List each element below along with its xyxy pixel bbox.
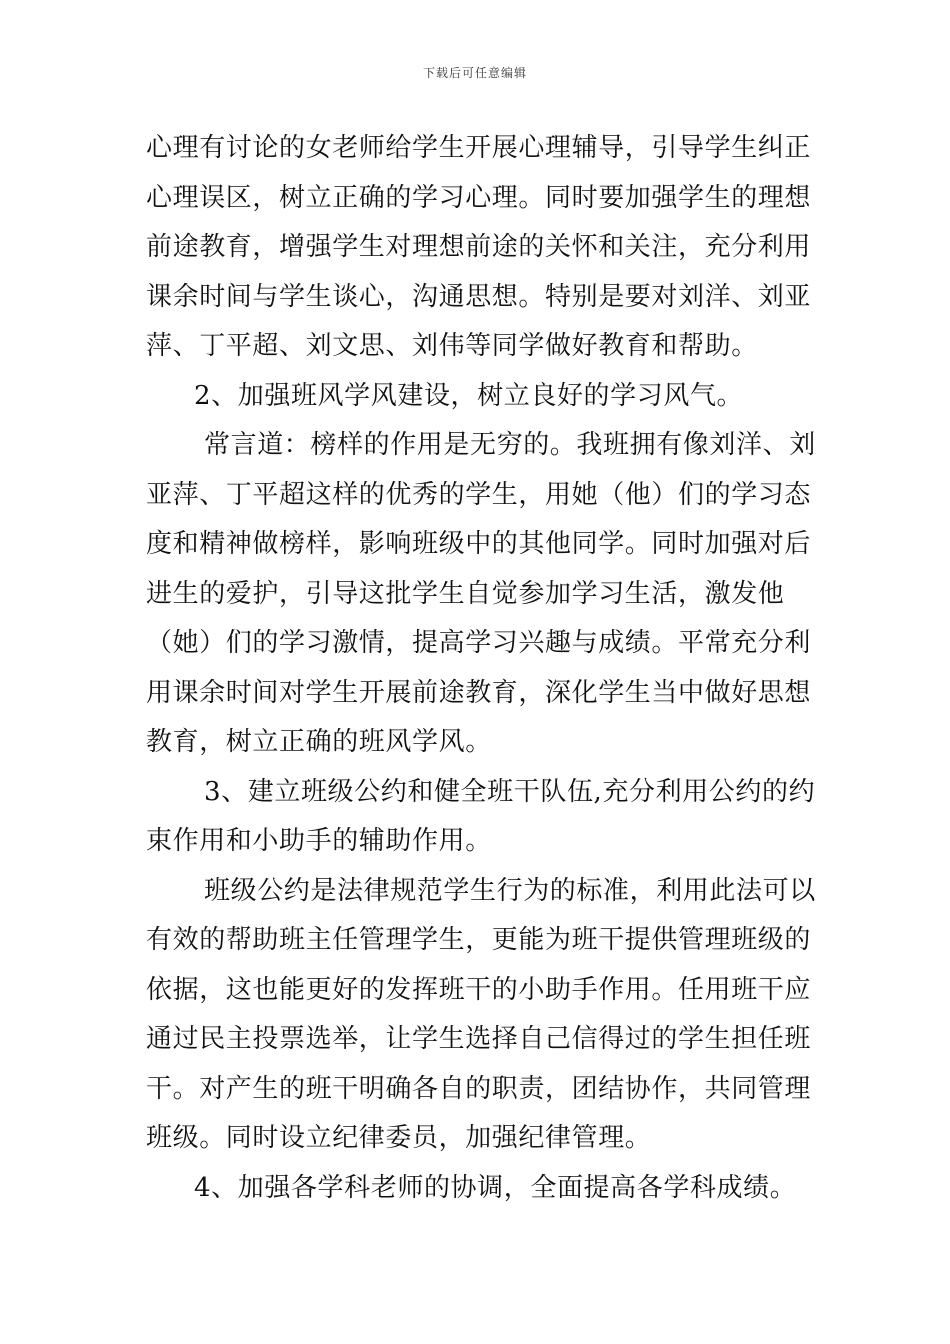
text-line: 有效的帮助班主任管理学生，更能为班干提供管理班级的 (146, 925, 812, 955)
section-heading: 3、建立班级公约和健全班干队伍,充分利用公约的约 (204, 776, 816, 807)
text-line: 课余时间与学生谈心，沟通思想。特别是要对刘洋、刘亚 (146, 281, 812, 312)
text-line: 班级公约是法律规范学生行为的标准，利用此法可以 (204, 875, 816, 906)
text-line: 依据，这也能更好的发挥班干的小助手作用。任用班干应 (146, 974, 812, 1005)
text-line: 干。对产生的班干明确各自的职责，团结协作，共同管理 (146, 1073, 812, 1104)
text-line: 亚萍、丁平超这样的优秀的学生，用她（他）们的学习态 (146, 479, 812, 510)
text-line: 心理误区，树立正确的学习心理。同时要加强学生的理想 (146, 182, 812, 213)
text-line: 束作用和小助手的辅助作用。 (146, 826, 492, 856)
text-line: 心理有讨论的女老师给学生开展心理辅导，引导学生纠正 (146, 133, 812, 163)
section-heading: 4、加强各学科老师的协调，全面提高各学科成绩。 (194, 1172, 797, 1203)
page-header: 下载后可任意编辑 (422, 66, 527, 80)
text-line: （她）们的学习激情，提高学习兴趣与成绩。平常充分利 (146, 628, 812, 658)
document-body (146, 124, 816, 1213)
text-line: 进生的爱护，引导这批学生自觉参加学习生活，激发他 (146, 578, 785, 609)
text-line: 常言道：榜样的作用是无穷的。我班拥有像刘洋、刘 (204, 430, 816, 460)
text-line: 班级。同时设立纪律委员，加强纪律管理。 (146, 1123, 652, 1153)
section-heading: 2、加强班风学风建设，树立良好的学习风气。 (194, 380, 744, 411)
text-line: 度和精神做榜样，影响班级中的其他同学。同时加强对后 (146, 529, 812, 559)
text-line: 前途教育，增强学生对理想前途的关怀和关注，充分利用 (146, 232, 812, 262)
text-line: 用课余时间对学生开展前途教育，深化学生当中做好思想 (146, 677, 812, 708)
text-line: 萍、丁平超、刘文思、刘伟等同学做好教育和帮助。 (146, 331, 758, 361)
text-line: 通过民主投票选举，让学生选择自己信得过的学生担任班 (146, 1024, 812, 1054)
text-line: 教育，树立正确的班风学风。 (146, 727, 492, 757)
